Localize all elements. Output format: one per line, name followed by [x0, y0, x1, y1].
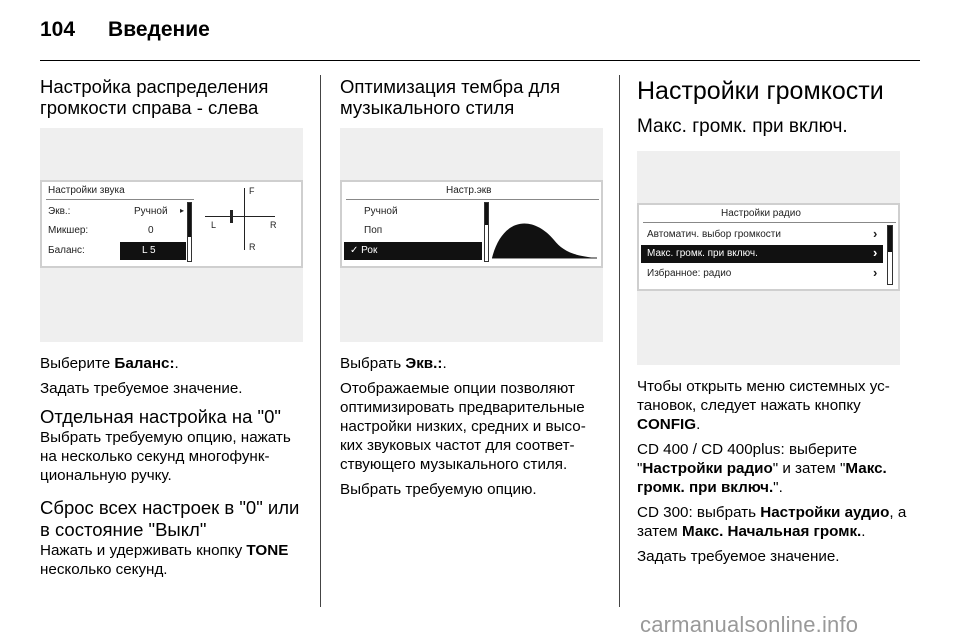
row-eq-value: Ручной	[134, 206, 168, 217]
axis-right-label: R	[270, 220, 277, 230]
chevron-right-icon: ▸	[180, 206, 185, 215]
chevron-right-icon: ›	[873, 265, 878, 280]
column-balance	[40, 76, 305, 579]
screen-title: Настройки радио	[721, 208, 801, 219]
sound-settings-screen	[40, 180, 303, 268]
eq-curve-graphic	[492, 200, 597, 262]
paragraph-open-config: Чтобы открыть меню системных ус-тановок, следует нажать кнопку CONFIG.	[637, 378, 890, 433]
paragraph-eq-description: Отображаемые опции позволяют оптимизировать предварительные настройки низких, средних и высо-ких звуковых частот для соответ-ствующего музыкального стиля.	[340, 380, 586, 473]
bold-config: CONFIG	[637, 416, 697, 433]
bold-balance: Баланс:	[114, 355, 175, 372]
heading-volume-settings: Настройки громкости	[637, 77, 884, 105]
axis-left-label: L	[211, 220, 217, 230]
chevron-right-icon: ›	[873, 245, 878, 260]
eq-option-manual[interactable]: Ручной	[364, 206, 398, 217]
eq-option-rock[interactable]: ✓ Рок	[350, 245, 378, 256]
screenshot-equalizer	[340, 128, 603, 342]
header-rule	[40, 60, 920, 61]
row-balance-value: L 5	[142, 245, 156, 256]
bold-eq: Экв.:	[405, 355, 443, 372]
section-title: Введение	[108, 18, 210, 41]
paragraph-select-option: Выбрать требуемую опцию.	[340, 481, 537, 498]
paragraph-select-eq: Выбрать Экв.:.	[340, 355, 447, 372]
menu-item-max-volume[interactable]: Макс. громк. при включ.	[647, 248, 758, 259]
screen-title: Настройки звука	[48, 185, 125, 196]
scrollbar	[187, 202, 192, 262]
page-number: 104	[40, 18, 76, 41]
row-balance-label: Баланс:	[48, 245, 85, 256]
column-divider-right	[619, 75, 620, 607]
chevron-right-icon: ›	[873, 226, 878, 241]
heading-balance: Настройка распределения громкости справа - слева	[40, 76, 269, 118]
bold-tone: TONE	[246, 542, 289, 559]
row-eq-label: Экв.:	[48, 206, 71, 217]
page-header	[40, 18, 210, 48]
subheading-max-volume: Макс. громк. при включ.	[637, 116, 848, 137]
radio-settings-screen	[637, 203, 900, 291]
screenshot-radio-settings	[637, 151, 900, 365]
screenshot-sound-settings	[40, 128, 303, 342]
column-volume	[637, 76, 920, 566]
row-mixer-value: 0	[148, 225, 154, 236]
column-divider-left	[320, 75, 321, 607]
paragraph-set-value: Задать требуемое значение.	[40, 380, 243, 397]
paragraph-select-balance: Выберите Баланс:.	[40, 355, 179, 372]
scrollbar	[484, 202, 489, 262]
balance-axis-vertical	[244, 188, 245, 250]
axis-rear-label: R	[249, 242, 256, 252]
heading-reset-all: Сброс всех настроек в "0" или в состояние "Выкл"	[40, 497, 300, 540]
eq-option-pop[interactable]: Поп	[364, 225, 383, 236]
menu-item-auto-volume[interactable]: Автоматич. выбор громкости	[647, 229, 781, 240]
scrollbar	[887, 225, 893, 285]
paragraph-cd400: CD 400 / CD 400plus: выберите "Настройки радио" и затем "Макс. громк. при включ.".	[637, 441, 887, 496]
paragraph-cd300: CD 300: выбрать Настройки аудио, а затем Макс. Начальная громк..	[637, 504, 907, 540]
paragraph-reset-all: Нажать и удерживать кнопку TONE несколько секунд.	[40, 542, 289, 578]
paragraph-set-value: Задать требуемое значение.	[637, 548, 840, 565]
balance-marker	[230, 210, 233, 223]
axis-front-label: F	[249, 186, 255, 196]
balance-axis-horizontal	[205, 216, 275, 217]
heading-reset-one: Отдельная настройка на "0"	[40, 406, 281, 427]
column-equalizer	[340, 76, 605, 499]
screen-title: Настр.экв	[446, 185, 492, 196]
heading-equalizer: Оптимизация тембра для музыкального стиля	[340, 76, 561, 118]
menu-item-favorites[interactable]: Избранное: радио	[647, 268, 732, 279]
watermark-link[interactable]: carmanualsonline.info	[640, 612, 859, 637]
row-mixer-label: Микшер:	[48, 225, 89, 236]
equalizer-screen	[340, 180, 603, 268]
paragraph-reset-one: Выбрать требуемую опцию, нажать на несколько секунд многофунк-циональную ручку.	[40, 429, 291, 484]
